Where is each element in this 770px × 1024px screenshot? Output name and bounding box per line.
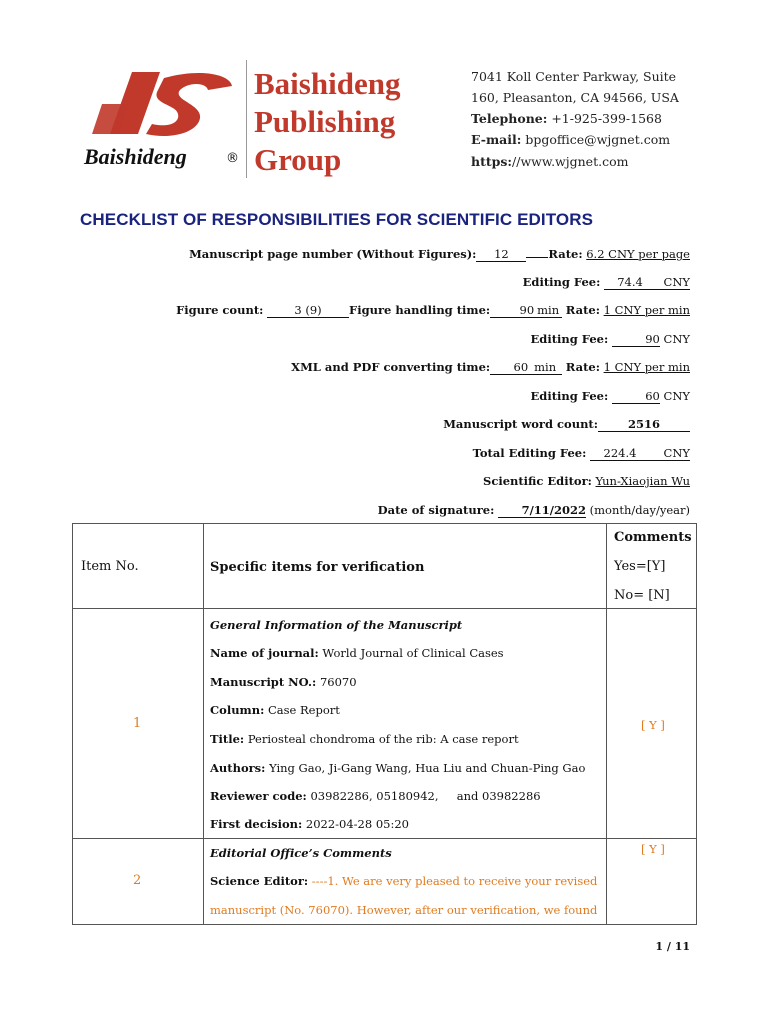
science-editor-comment-cont: manuscript (No. 76070). However, after our verification, we found (210, 903, 598, 917)
header-yes: Yes=[Y] (614, 559, 666, 574)
row-2-number: 2 (133, 873, 142, 888)
svg-text:®: ® (226, 151, 239, 166)
page-title: CHECKLIST OF RESPONSIBILITIES FOR SCIENTIFIC EDITORS (80, 210, 594, 229)
row-1-comment: [ Y ] (641, 718, 665, 732)
website-line[interactable]: https://www.wjgnet.com (471, 154, 629, 169)
row-1-section-title: General Information of the Manuscript (210, 618, 463, 632)
manuscript-title: Title: Periosteal chondroma of the rib: A case report (210, 732, 519, 746)
header-comments: Comments (614, 530, 692, 545)
address-line-2: 160, Pleasanton, CA 94566, USA (471, 90, 679, 105)
column-type: Column: Case Report (210, 703, 340, 717)
row-1-number: 1 (133, 716, 142, 731)
svg-text:Baishideng: Baishideng (84, 144, 187, 169)
header-no: No= [N] (614, 588, 670, 603)
brand-line-3: Group (254, 142, 342, 177)
email-line[interactable]: E-mail: bpgoffice@wjgnet.com (471, 132, 671, 147)
verification-table (72, 523, 697, 925)
authors: Authors: Ying Gao, Ji-Gang Wang, Hua Liu and Chuan-Ping Gao (210, 761, 586, 775)
row-2-section-title: Editorial Office’s Comments (210, 846, 392, 860)
total-fee-row: Total Editing Fee: 224.4 CNY (472, 446, 690, 460)
address-line-1: 7041 Koll Center Parkway, Suite (471, 69, 677, 84)
page-number: 1 / 11 (655, 940, 690, 953)
journal-name: Name of journal: World Journal of Clinical Cases (210, 646, 504, 660)
date-row: Date of signature: 7/11/2022 (month/day/year) (377, 503, 690, 517)
manuscript-no: Manuscript NO.: 76070 (210, 675, 357, 689)
telephone-line: Telephone: +1-925-399-1568 (471, 111, 662, 126)
brand-divider (246, 60, 247, 178)
science-editor-comment: Science Editor: ----1. We are very pleased to receive your revised (210, 874, 598, 888)
xml-row: XML and PDF converting time: 60 min Rate: 1 CNY per min (291, 360, 690, 374)
baishideng-logo (80, 64, 250, 179)
row-2-comment: [ Y ] (641, 842, 665, 856)
figure-row: Figure count: 3 (9) Figure handling time: 90 min Rate: 1 CNY per min (176, 303, 690, 317)
brand-line-2: Publishing (254, 104, 396, 139)
header-specific-items: Specific items for verification (210, 560, 425, 575)
pages-fee-row: Editing Fee: 74.4 CNY (522, 275, 690, 289)
xml-fee-row: Editing Fee: 60 CNY (530, 389, 690, 403)
figure-fee-row: Editing Fee: 90 CNY (530, 332, 690, 346)
editor-row: Scientific Editor: Yun-Xiaojian Wu (483, 474, 690, 488)
pages-row: Manuscript page number (Without Figures): 12 Rate: 6.2 CNY per page (189, 247, 690, 261)
reviewer-code: Reviewer code: 03982286, 05180942, and 03982286 (210, 789, 541, 803)
word-count-row: Manuscript word count: 2516 (443, 417, 690, 432)
header-item-no: Item No. (81, 559, 139, 574)
first-decision: First decision: 2022-04-28 05:20 (210, 817, 409, 831)
brand-line-1: Baishideng (254, 66, 401, 101)
